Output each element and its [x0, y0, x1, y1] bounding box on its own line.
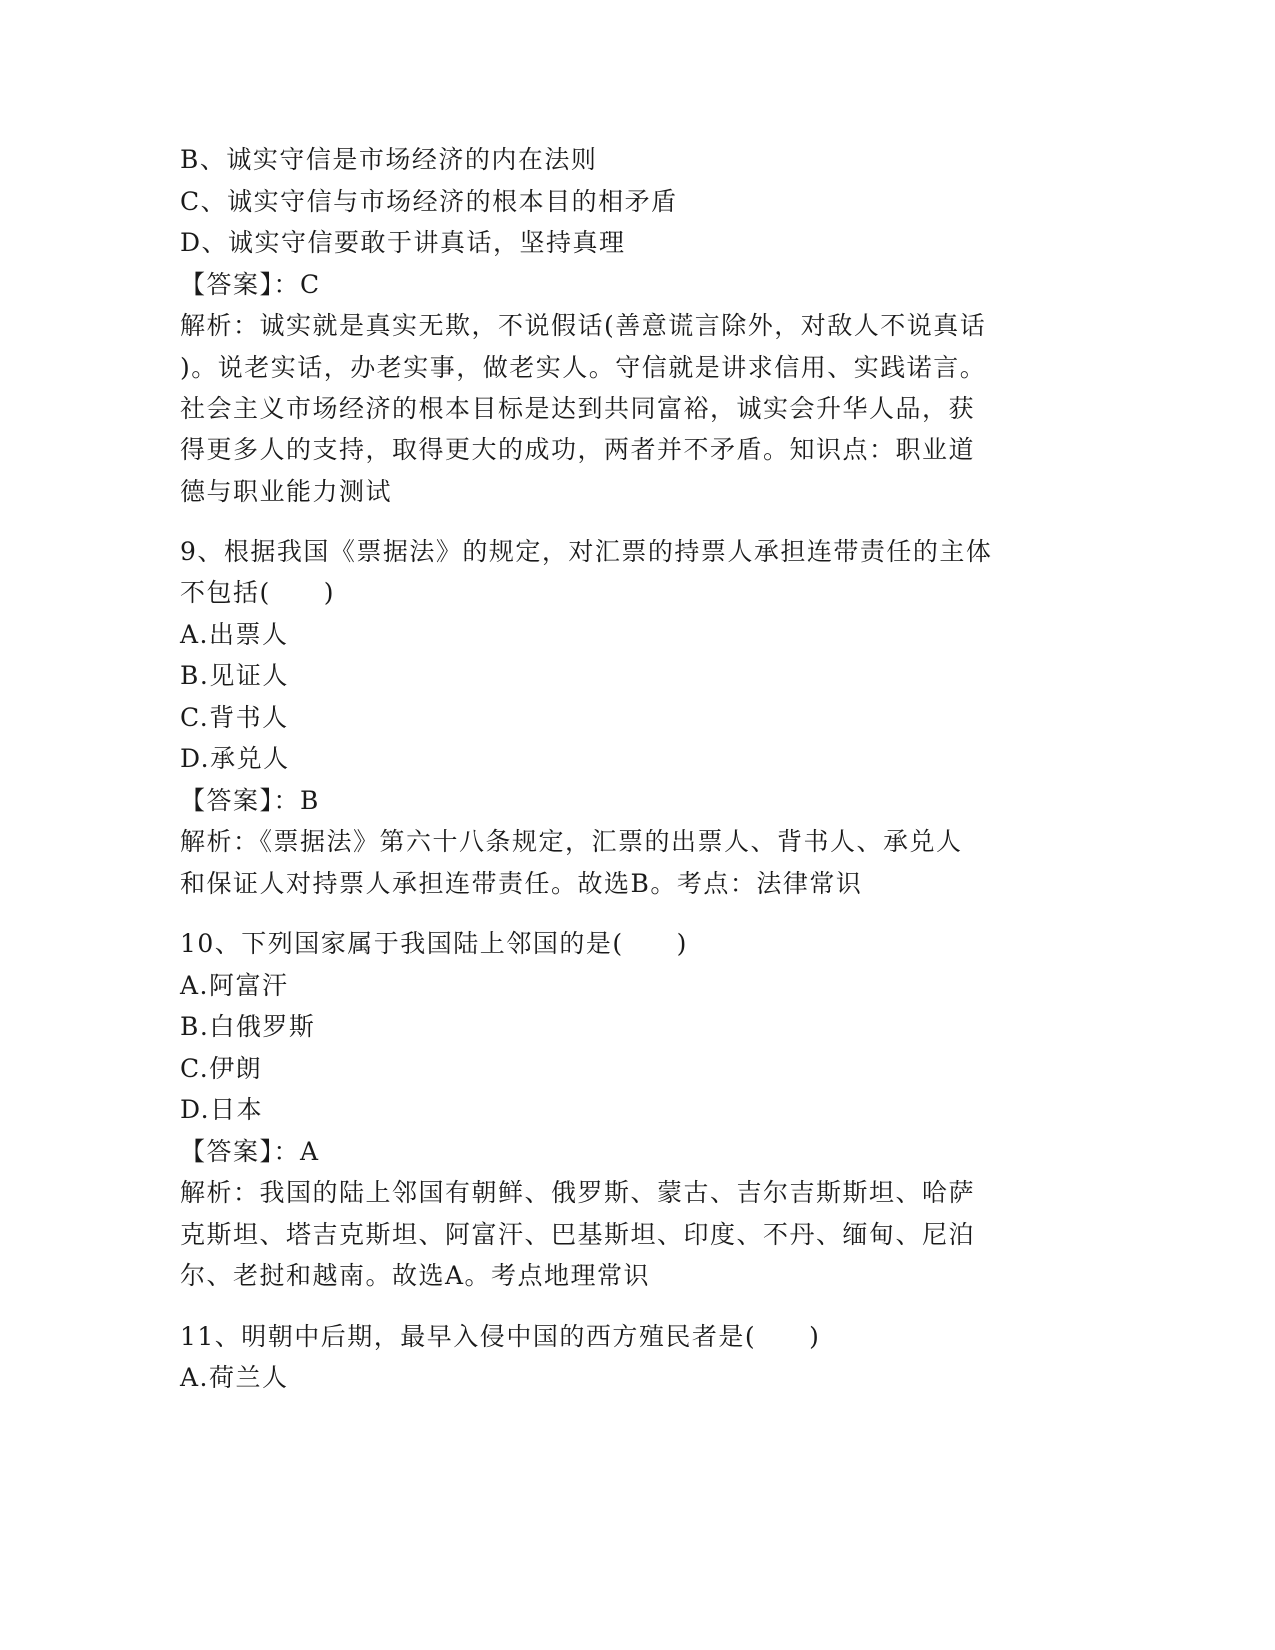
- option-c-line: C.伊朗: [180, 1054, 263, 1083]
- analysis-line: 得更多人的支持，取得更大的成功，两者并不矛盾。知识点：职业道: [180, 435, 976, 464]
- analysis-line: 解析：诚实就是真实无欺，不说假话(善意谎言除外，对敌人不说真话: [180, 311, 987, 340]
- answer-line: 【答案】：A: [180, 1137, 320, 1166]
- analysis-line: 克斯坦、塔吉克斯坦、阿富汗、巴基斯坦、印度、不丹、缅甸、尼泊: [180, 1220, 976, 1249]
- option-c-line: C、诚实守信与市场经济的根本目的相矛盾: [180, 187, 678, 216]
- analysis-line: 和保证人对持票人承担连带责任。故选B。考点：法律常识: [180, 869, 863, 898]
- option-b-line: B.见证人: [180, 661, 289, 690]
- question-11-line: 11、明朝中后期，最早入侵中国的西方殖民者是( ): [180, 1322, 821, 1351]
- question-10-line: 10、下列国家属于我国陆上邻国的是( ): [180, 929, 688, 958]
- analysis-line: 解析：我国的陆上邻国有朝鲜、俄罗斯、蒙古、吉尔吉斯斯坦、哈萨: [180, 1178, 976, 1207]
- option-d-line: D、诚实守信要敢于讲真话，坚持真理: [180, 228, 626, 257]
- option-a-line: A.阿富汗: [180, 971, 289, 1000]
- option-a-line: A.出票人: [180, 620, 289, 649]
- option-d-line: D.日本: [180, 1095, 264, 1124]
- option-d-line: D.承兑人: [180, 744, 290, 773]
- option-b-line: B.白俄罗斯: [180, 1012, 316, 1041]
- analysis-line: 尔、老挝和越南。故选A。考点地理常识: [180, 1261, 651, 1290]
- analysis-line: )。说老实话，办老实事，做老实人。守信就是讲求信用、实践诺言。: [180, 353, 987, 382]
- option-a-line: A.荷兰人: [180, 1363, 289, 1392]
- analysis-line: 德与职业能力测试: [180, 477, 393, 506]
- question-9-line: 不包括( ): [180, 578, 336, 607]
- answer-line: 【答案】：C: [180, 270, 321, 299]
- analysis-line: 社会主义市场经济的根本目标是达到共同富裕，诚实会升华人品，获: [180, 394, 976, 423]
- question-9-line: 9、根据我国《票据法》的规定，对汇票的持票人承担连带责任的主体: [180, 537, 993, 566]
- answer-line: 【答案】：B: [180, 786, 320, 815]
- option-b-line: B、诚实守信是市场经济的内在法则: [180, 145, 598, 174]
- analysis-line: 解析：《票据法》第六十八条规定，汇票的出票人、背书人、承兑人: [180, 827, 963, 856]
- option-c-line: C.背书人: [180, 703, 289, 732]
